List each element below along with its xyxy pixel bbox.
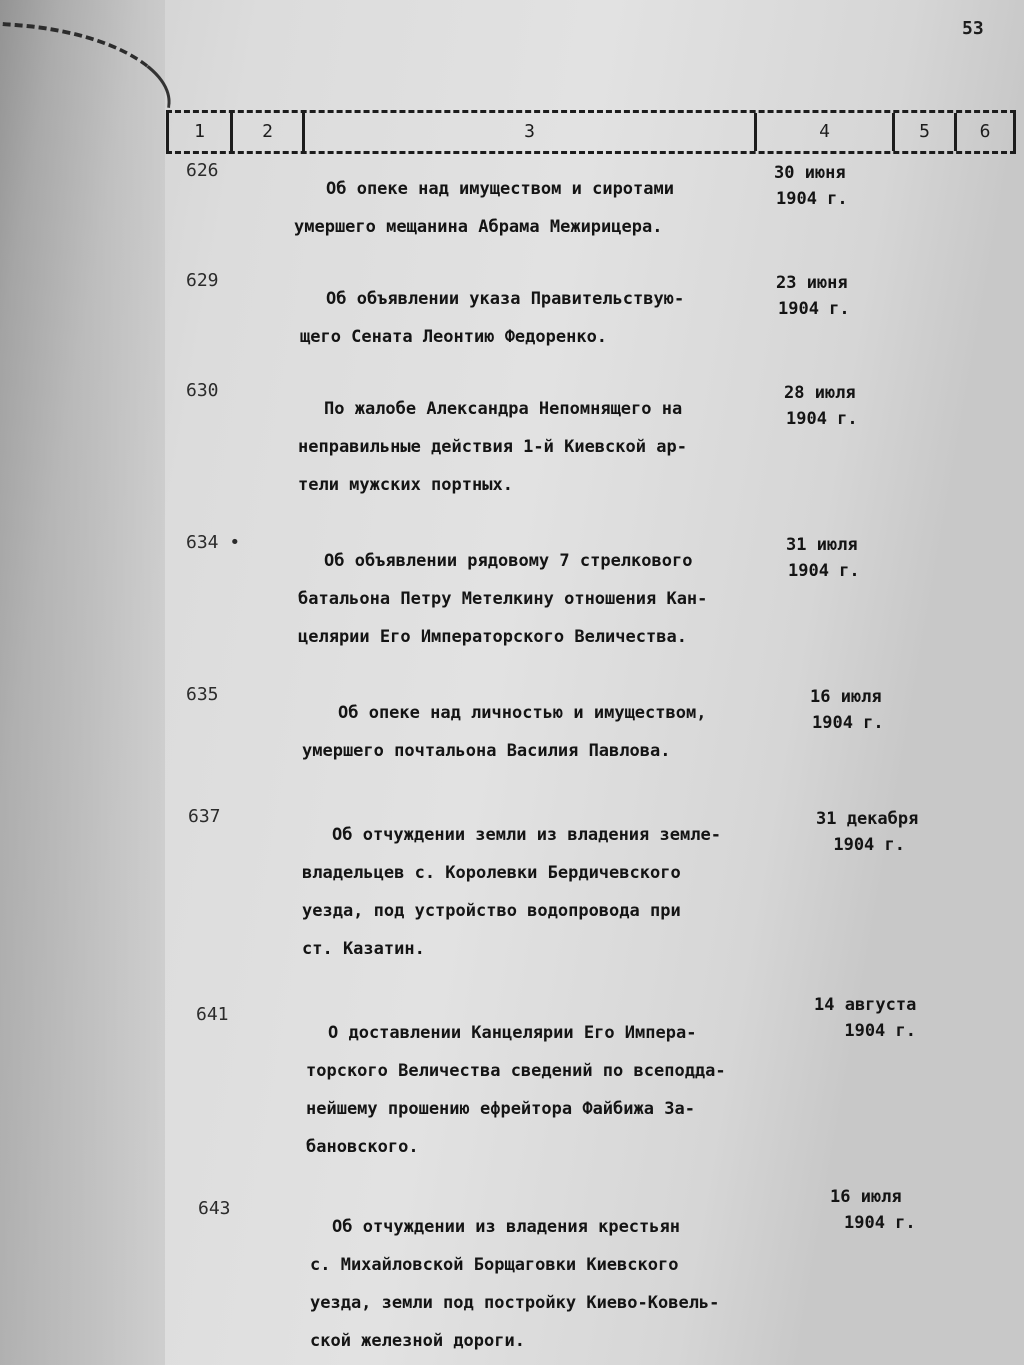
- title-line: уезда, земли под постройку Киево-Ковель-: [310, 1293, 720, 1313]
- date-year: 1904 г.: [812, 713, 884, 733]
- date-day-month: 31 декабря: [816, 809, 919, 829]
- date-day-month: 31 июля: [786, 535, 858, 555]
- case-title: [302, 816, 721, 968]
- case-title: [310, 1208, 719, 1360]
- case-date: [772, 160, 848, 212]
- title-line: владельцев с. Королевки Бердичевского: [302, 863, 681, 883]
- title-line: уезда, под устройство водопровода при: [302, 901, 681, 921]
- date-year: 1904 г.: [833, 835, 905, 855]
- date-year: 1904 г.: [844, 1021, 916, 1041]
- table-header: [166, 110, 1016, 154]
- title-line: бановского.: [306, 1137, 419, 1157]
- case-date: [782, 380, 858, 432]
- column-header-3: 3: [302, 113, 754, 151]
- case-number: 643: [198, 1198, 231, 1219]
- title-line: батальона Петру Метелкину отношения Кан-: [298, 589, 708, 609]
- title-line: О доставлении Канцелярии Его Импера-: [328, 1023, 697, 1043]
- case-title: [298, 542, 707, 656]
- date-day-month: 28 июля: [784, 383, 856, 403]
- case-date: [816, 1184, 916, 1236]
- case-date: [808, 684, 884, 736]
- title-line: Об отчуждении из владения крестьян: [332, 1217, 680, 1237]
- title-line: с. Михайловской Борщаговки Киевского: [310, 1255, 679, 1275]
- left-page-fold: [0, 0, 165, 1365]
- title-line: целярии Его Императорского Величества.: [298, 627, 687, 647]
- case-date: [816, 806, 918, 858]
- title-line: ской железной дороги.: [310, 1331, 525, 1351]
- column-header-6: 6: [954, 113, 1016, 151]
- case-number: 635: [186, 684, 219, 705]
- date-year: 1904 г.: [776, 189, 848, 209]
- title-line: торского Величества сведений по всеподда-: [306, 1061, 726, 1081]
- case-number: 629: [186, 270, 219, 291]
- date-day-month: 16 июля: [830, 1187, 902, 1207]
- page-number: 53: [962, 18, 984, 39]
- title-line: ст. Казатин.: [302, 939, 425, 959]
- case-title: [306, 1014, 726, 1166]
- column-header-2: 2: [230, 113, 302, 151]
- case-date: [814, 992, 916, 1044]
- column-header-4: 4: [754, 113, 892, 151]
- case-date: [784, 532, 860, 584]
- title-line: нейшему прошению ефрейтора Файбижа За-: [306, 1099, 695, 1119]
- title-line: Об объявлении рядовому 7 стрелкового: [324, 551, 693, 571]
- case-title: [300, 280, 684, 356]
- title-line: умершего мещанина Абрама Межирицера.: [294, 217, 663, 237]
- date-year: 1904 г.: [778, 299, 850, 319]
- date-day-month: 14 августа: [814, 995, 917, 1015]
- case-number: 630: [186, 380, 219, 401]
- title-line: тели мужских портных.: [298, 475, 513, 495]
- date-day-month: 30 июня: [774, 163, 846, 183]
- case-number: 641: [196, 1004, 229, 1025]
- title-line: умершего почтальона Василия Павлова.: [302, 741, 671, 761]
- case-number: 634 •: [186, 532, 241, 553]
- title-line: По жалобе Александра Непомнящего на: [324, 399, 683, 419]
- case-title: [298, 390, 687, 504]
- case-number: 626: [186, 160, 219, 181]
- title-line: Об опеке над личностью и имуществом,: [338, 703, 707, 723]
- case-number: 637: [188, 806, 221, 827]
- date-day-month: 23 июня: [776, 273, 848, 293]
- case-title: [302, 694, 706, 770]
- title-line: неправильные действия 1-й Киевской ар-: [298, 437, 687, 457]
- date-day-month: 16 июля: [810, 687, 882, 707]
- case-title: [294, 170, 674, 246]
- column-header-1: 1: [166, 113, 230, 151]
- title-line: Об опеке над имуществом и сиротами: [326, 179, 674, 199]
- title-line: Об отчуждении земли из владения земле-: [332, 825, 721, 845]
- title-line: щего Сената Леонтию Федоренко.: [300, 327, 608, 347]
- date-year: 1904 г.: [788, 561, 860, 581]
- case-date: [774, 270, 850, 322]
- column-header-5: 5: [892, 113, 954, 151]
- date-year: 1904 г.: [786, 409, 858, 429]
- title-line: Об объявлении указа Правительствую-: [326, 289, 685, 309]
- date-year: 1904 г.: [844, 1213, 916, 1233]
